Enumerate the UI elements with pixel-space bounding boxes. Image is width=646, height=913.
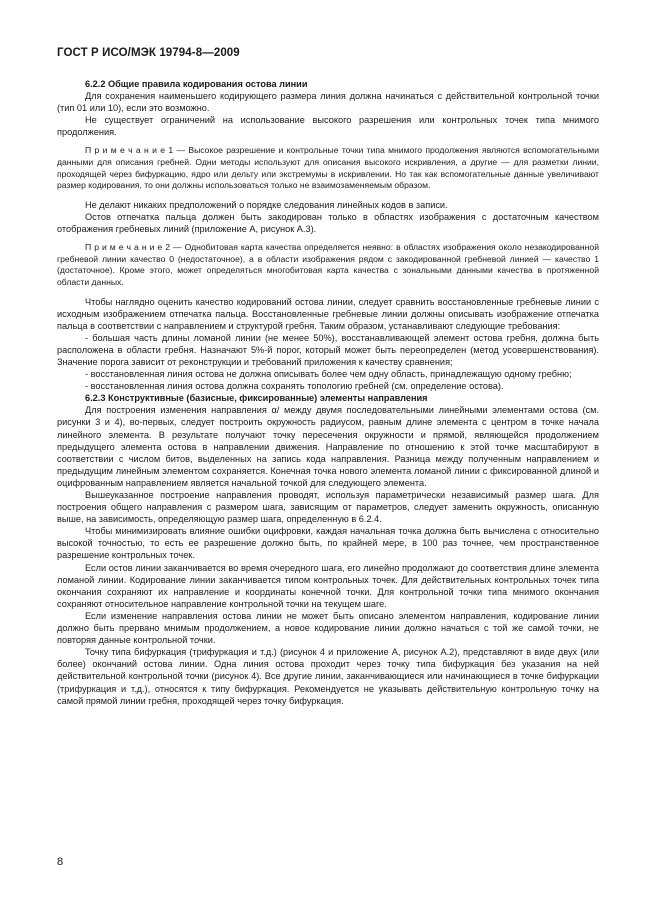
page-content bbox=[57, 78, 599, 707]
note-1-text: — Высокое разрешение и контрольные точки типа мнимого продолжения являются вспомогательными данными для описания гребней. Одни методы используют для описания высокого искривления, а другие — для разметки линии, проходящей через бифуркацию, ядро или дельту или экстремумы в искривлении. Но так как вспомогательные данные увеличивают размер кодирования, то они должны использоваться только не взаимозаменяемым образом. bbox=[57, 145, 599, 191]
requirement-item: - большая часть длины ломаной линии (не менее 50%), восстанавливающей элемент остова гребня, должна быть расположена в области гребня. Назначают 5%-й порог, который может быть переопределен (метод усовершенствования). Значение порога зависит от реконструкции и требований приложения к качеству сравнения; bbox=[57, 332, 599, 367]
standard-header: ГОСТ Р ИСО/МЭК 19794-8—2009 bbox=[57, 47, 240, 59]
paragraph: Не делают никаких предположений о порядке следования линейных кодов в записи. bbox=[85, 199, 448, 210]
paragraph: Точку типа бифуркация (трифуркация и т.д.) (рисунок 4 и приложение А, рисунок А.2), представляют в виде двух (или более) окончаний остова линии. Одна линия остова проходит через точку типа бифуркация без указания на ней действительной контрольной точки (рисунок 4). Все другие линии, заканчивающиеся или начинающиеся в точке бифуркации (трифуркация и т.д.), относятся к типу бифуркация. Рекомендуется не указывать действительную контрольную точку на самой прямой линии гребня, проходящей через точку бифуркация. bbox=[57, 647, 599, 706]
requirement-item: - восстановленная линия остова не должна описывать более чем одну область, принадлежащую одному гребню; bbox=[85, 369, 572, 380]
note-2-label: П р и м е ч а н и е 2 bbox=[85, 242, 170, 253]
page-number: 8 bbox=[57, 856, 64, 868]
section-6-2-2-heading: 6.2.2 Общие правила кодирования остова линии bbox=[85, 79, 308, 89]
paragraph: Для сохранения наименьшего кодирующего размера линия должна начинаться с действительной контрольной точки (тип 01 или 10), если это возможно. bbox=[57, 91, 599, 114]
paragraph: Вышеуказанное построение направления проводят, используя параметрически независимый размер шага. Для построения общего направления с размером шага, зависящим от параметров, следует заменить окружность, описанную выше, на зависимость, определяющую размер шага, определенную в 6.2.4. bbox=[57, 490, 599, 525]
paragraph: Чтобы минимизировать влияние ошибки оцифровки, каждая начальная точка должна быть вычислена с относительно высокой точностью, то есть ее разрешение должно быть, по крайней мере, в 100 раз точнее, чем пространственное разрешение контрольных точек. bbox=[57, 526, 599, 561]
paragraph: Не существует ограничений на использование высокого разрешения или контрольных точек типа мнимого продолжения. bbox=[57, 115, 599, 138]
note-1 bbox=[57, 145, 599, 191]
paragraph: Чтобы наглядно оценить качество кодирований остова линии, следует сравнить восстановленные гребневые линии с исходным изображением отпечатка пальца. Восстановленные гребневые линии должны описывать изображение отпечатка пальца в соответствии с направлением и структурой гребня. Таким образом, устанавливают следующие требования: bbox=[57, 296, 599, 331]
section-6-2-3-heading: 6.2.3 Конструктивные (базисные, фиксированные) элементы направления bbox=[85, 393, 428, 404]
note-2-text: — Однобитовая карта качества определяется неявно: в областях изображения около незакодированной гребневой линии качество 0 (недостаточное), а в области изображения рядом с закодированной гребневой линией — качество 1 (достаточное). Кроме этого, может определяться многобитовая карта качества с зональными данными качества в протяженной области данных. bbox=[57, 242, 599, 287]
requirement-item: - восстановленная линия остова должна сохранять топологию гребней (см. определение остова). bbox=[85, 381, 504, 392]
note-2 bbox=[57, 242, 599, 288]
paragraph: Для построения изменения направления α/ между двумя последовательными линейными элементами остова (см. рисунки 3 и 4), во-первых, следует построить окружность радиусом, равным длине элемента с центром в точке начала линейного элемента. В результате получают точку пересечения окружности и прямой, являющейся продолжением предыдущего элемента остова в направлении движения. Направление по отношению к этой точке масштабируют в соответствии с числом битов, выделенных на запись кода направления. Разница между полученным направлением и предыдущим линейным элементом сохраняется. Конечная точка нового элемента ломаной линии с фиксированной длиной и оцифрованным направлением является начальной точкой для следующего элемента. bbox=[57, 405, 599, 488]
paragraph: Остов отпечатка пальца должен быть закодирован только в областях изображения с достаточным качеством отображения гребневых линий (приложение А, рисунок А.3). bbox=[57, 211, 599, 235]
paragraph: Если изменение направления остова линии не может быть описано элементом направления, кодирование линии должно быть прервано мнимым продолжением, а новое кодирование линии должно начаться с той же самой точки, не повторяя данные контрольной точки. bbox=[57, 610, 599, 646]
paragraph: Если остов линии заканчивается во время очередного шага, его линейно продолжают до соответствия длине элемента ломаной линии. Кодирование линии заканчивается типом контрольных точек. Для действительных контрольных точек типа окончания сохраняют их направление и координаты конечной точки. Для контрольной точки типа мнимого окончания сохраняют относительное направление контрольной точки на текущем шаге. bbox=[57, 562, 599, 609]
note-1-label: П р и м е ч а н и е 1 bbox=[85, 145, 174, 156]
